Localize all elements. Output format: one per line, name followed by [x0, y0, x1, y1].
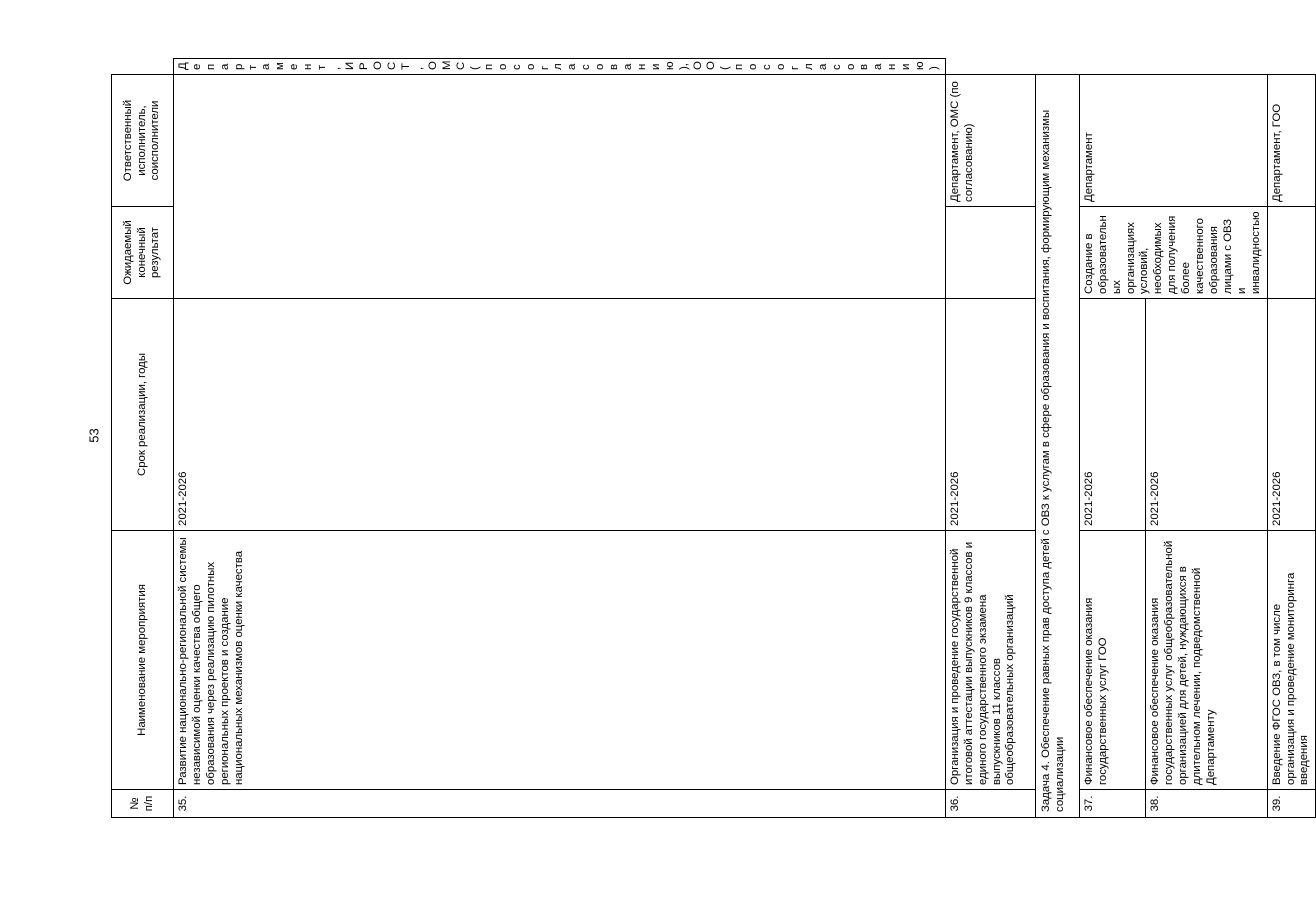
- row-num: 37.: [1079, 790, 1145, 818]
- row-num: 35.: [174, 790, 946, 818]
- row-num: 38.: [1146, 790, 1268, 818]
- row-result: [174, 75, 946, 299]
- table-row: [174, 59, 946, 818]
- row-period: 2021-2026: [1146, 299, 1268, 531]
- page-number: 53: [86, 427, 102, 443]
- action-plan-table: [111, 58, 1316, 818]
- table-header-row: [112, 59, 174, 818]
- header-executor: Ответственный исполнитель, соисполнители: [112, 75, 174, 207]
- header-num: № п/п: [112, 790, 174, 818]
- table-row: [1267, 59, 1316, 818]
- row-period: 2021-2026: [1267, 299, 1316, 531]
- table-row: [945, 59, 1035, 818]
- header-result: Ожидаемый конечный результат: [112, 207, 174, 299]
- row-result: [945, 207, 1035, 299]
- row-executor-merged: Департамент: [1079, 75, 1267, 207]
- row-executor: Департамент, ОМС (по согласованию): [945, 75, 1035, 207]
- table-row: [1079, 59, 1145, 818]
- task-row: [1035, 59, 1079, 818]
- row-result-merged: Создание в образовательных организациях условий, необходимых для получения более качественного образования лицами с ОВЗ и инвалидностью: [1079, 207, 1267, 299]
- row-result-empty: [1267, 207, 1316, 299]
- header-period: Срок реализации, годы: [112, 299, 174, 531]
- row-name: Финансовое обеспечение оказания государственных услуг ГОО: [1079, 531, 1145, 790]
- row-period: 2021-2026: [174, 299, 946, 531]
- row-name: Финансовое обеспечение оказания государственных услуг общеобразовательной организацией для детей, нуждающихся в длительном лечении, подведомственной Департаменту: [1146, 531, 1268, 790]
- row-num: 39.: [1267, 790, 1316, 818]
- row-executor: Департамент, ИРОСТ, ОМС (по согласованию), ОО (по согласованию): [174, 59, 946, 75]
- row-name: Развитие национально-региональной системы независимой оценки качества общего образования через реализацию пилотных региональных проектов и создание национальных механизмов оценки качества: [174, 531, 946, 790]
- row-name: Организация и проведение государственной итоговой аттестации выпускников 9 классов и единого государственного экзамена выпускников 11 классов общеобразовательных организаций: [945, 531, 1035, 790]
- row-name: Введение ФГОС ОВЗ, в том числе организация и проведение мониторинга введения: [1267, 531, 1316, 790]
- row-num: 36.: [945, 790, 1035, 818]
- header-name: Наименование мероприятия: [112, 531, 174, 790]
- task-heading: Задача 4. Обеспечение равных прав доступа детей с ОВЗ к услугам в сфере образования и воспитания, формирующим механизмы социализации: [1035, 75, 1079, 818]
- row-period: 2021-2026: [1079, 299, 1145, 531]
- rotated-table-container: [111, 58, 1311, 818]
- row-executor: Департамент, ГОО: [1267, 75, 1316, 207]
- row-period: 2021-2026: [945, 299, 1035, 531]
